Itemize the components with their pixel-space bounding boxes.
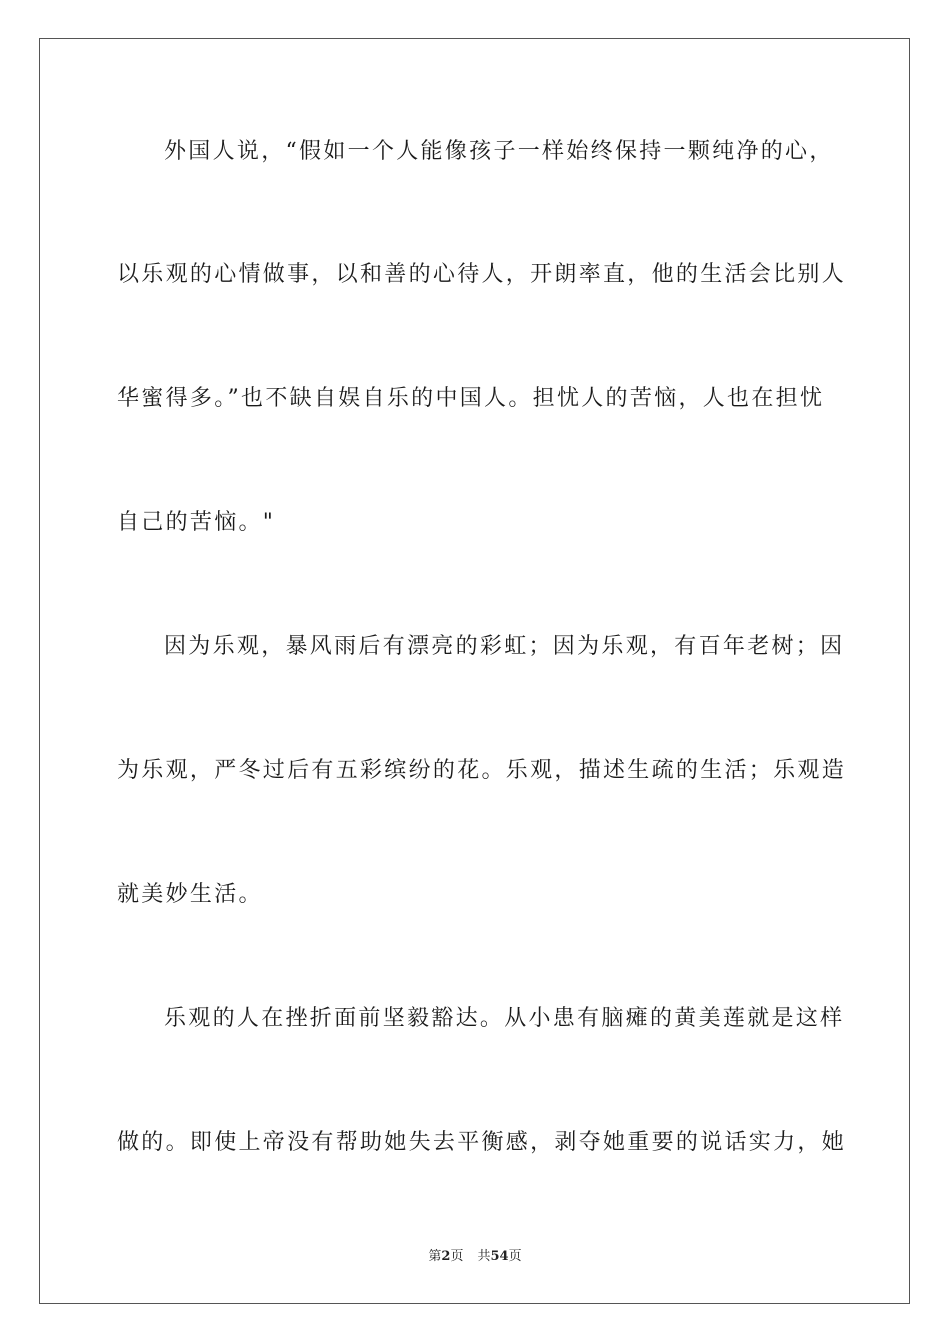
paragraph-3-line-1: 乐观的人在挫折面前坚毅豁达。从小患有脑瘫的黄美莲就是这样 [164, 1006, 845, 1031]
total-suffix: 页 [508, 1249, 522, 1264]
paragraph-1-line-1: 外国人说，“假如一个人能像孩子一样始终保持一颗纯净的心， [164, 139, 834, 164]
page-footer [0, 1248, 950, 1266]
page-suffix: 页 [450, 1249, 464, 1264]
paragraph-1-line-2: 以乐观的心情做事，以和善的心待人，开朗率直，他的生活会比别人 [117, 262, 847, 287]
paragraph-2-line-3: 就美妙生活。 [117, 882, 263, 907]
paragraph-2-line-1: 因为乐观，暴风雨后有漂亮的彩虹；因为乐观，有百年老树；因 [164, 634, 845, 659]
paragraph-3-line-2: 做的。即使上帝没有帮助她失去平衡感，剥夺她重要的说话实力，她 [117, 1130, 847, 1155]
page-border [39, 38, 910, 1304]
page-total: 54 [490, 1249, 509, 1264]
page-prefix: 第 [428, 1249, 442, 1264]
paragraph-1-line-4: 自己的苦恼。" [117, 510, 276, 535]
total-prefix: 共 [477, 1249, 491, 1264]
paragraph-2-line-2: 为乐观，严冬过后有五彩缤纷的花。乐观，描述生疏的生活；乐观造 [117, 758, 847, 783]
paragraph-1-line-3: 华蜜得多。”也不缺自娱自乐的中国人。担忧人的苦恼，人也在担忧 [117, 386, 825, 411]
page-current: 2 [441, 1249, 451, 1264]
